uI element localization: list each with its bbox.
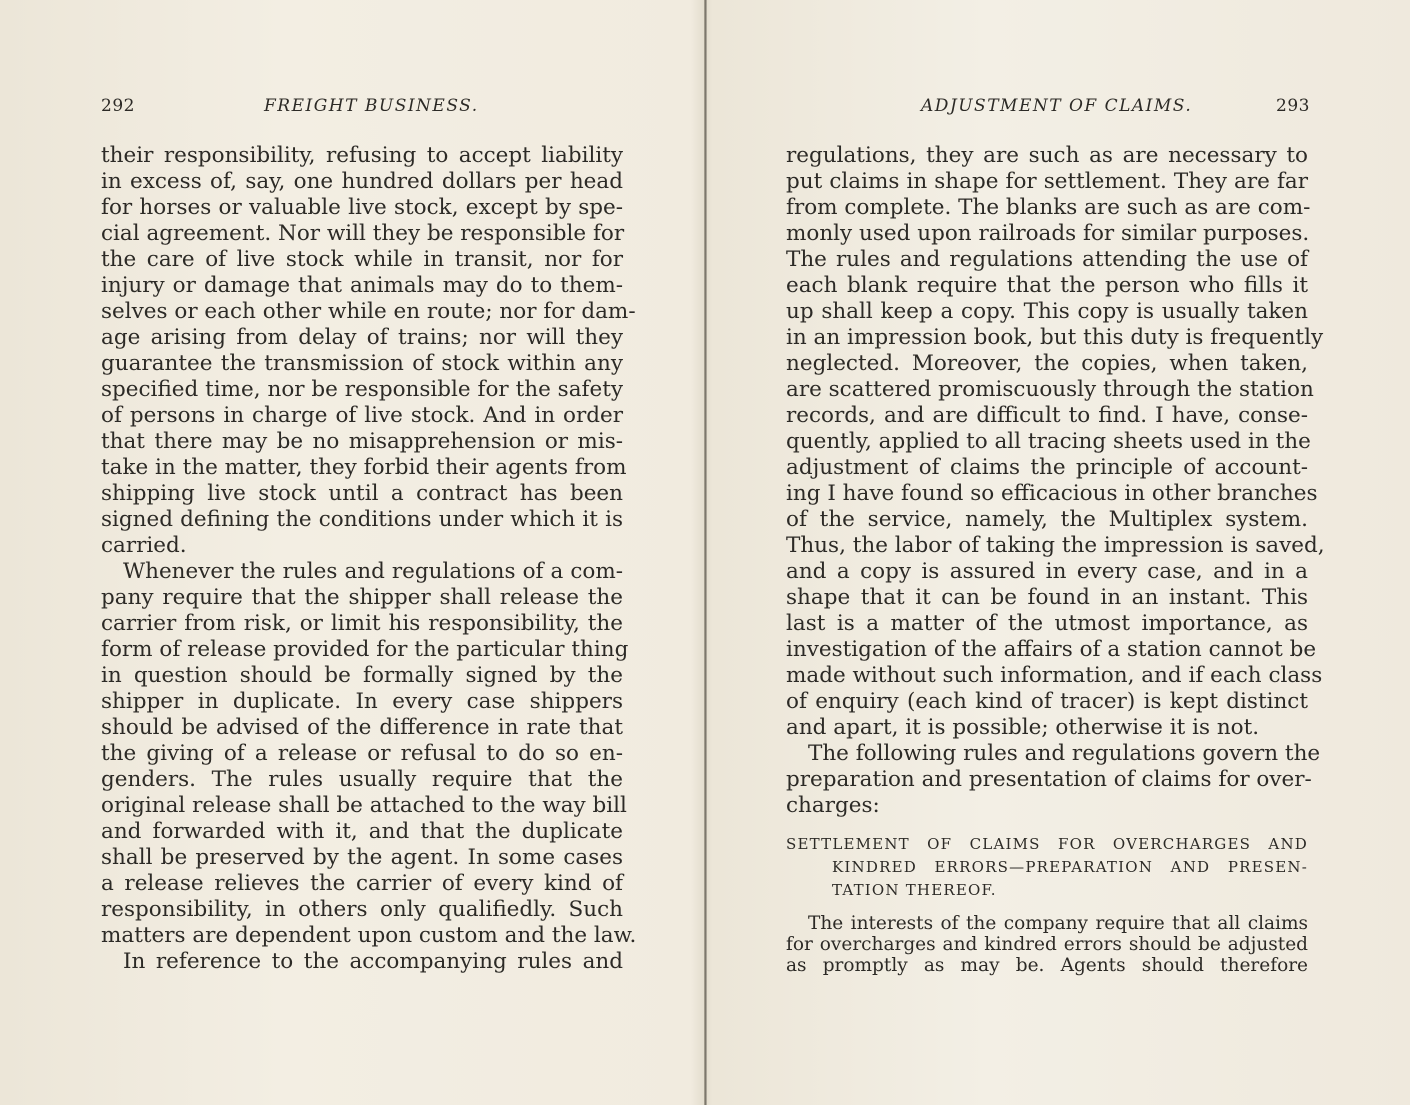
left-page bbox=[0, 0, 704, 1105]
text-line: in question should be formally signed by the bbox=[101, 663, 623, 688]
text-line: should be advised of the difference in rate that bbox=[101, 715, 623, 740]
text-line: The rules and regulations attending the use of bbox=[786, 247, 1308, 272]
text-line: each blank require that the person who fills it bbox=[786, 273, 1308, 298]
text-line: injury or damage that animals may do to them- bbox=[101, 273, 623, 298]
text-line: up shall keep a copy. This copy is usually taken bbox=[786, 299, 1308, 324]
text-line: regulations, they are such as are necessary to bbox=[786, 143, 1308, 168]
text-line: and a copy is assured in every case, and in a bbox=[786, 559, 1308, 584]
text-line: their responsibility, refusing to accept liability bbox=[101, 143, 623, 168]
text-line: original release shall be attached to the way bill bbox=[101, 793, 627, 818]
left-body-text bbox=[101, 143, 637, 975]
text-line: put claims in shape for settlement. They are far bbox=[786, 169, 1308, 194]
section-heading-line: KINDRED ERRORS—PREPARATION AND PRESEN- bbox=[832, 858, 1308, 876]
right-page-number: 293 bbox=[1276, 96, 1310, 116]
text-line: carried. bbox=[101, 533, 187, 558]
text-line: Thus, the labor of taking the impression is saved, bbox=[786, 533, 1325, 558]
text-line: shipper in duplicate. In every case shippers bbox=[101, 689, 623, 714]
text-line: cial agreement. Nor will they be responsible for bbox=[101, 221, 625, 246]
text-line: carrier from risk, or limit his responsibility, the bbox=[101, 611, 623, 636]
text-line: genders. The rules usually require that the bbox=[101, 767, 623, 792]
text-line: records, and are difficult to find. I have, conse- bbox=[786, 403, 1308, 428]
section-heading bbox=[786, 833, 1308, 902]
left-running-title: FREIGHT BUSINESS. bbox=[264, 96, 479, 116]
text-line: adjustment of claims the principle of account- bbox=[786, 455, 1308, 480]
text-line: specified time, nor be responsible for the safety bbox=[101, 377, 623, 402]
text-line: a release relieves the carrier of every kind of bbox=[101, 871, 623, 896]
text-line: in an impression book, but this duty is frequently bbox=[786, 325, 1324, 350]
text-line: charges: bbox=[786, 793, 880, 818]
text-line: shall be preserved by the agent. In some cases bbox=[101, 845, 623, 870]
section-heading-line: TATION THEREOF. bbox=[832, 881, 997, 899]
text-line: responsibility, in others only qualifiedly. Such bbox=[101, 897, 623, 922]
text-line: in excess of, say, one hundred dollars per head bbox=[101, 169, 623, 194]
text-line: the care of live stock while in transit, nor for bbox=[101, 247, 623, 272]
text-line: for horses or valuable live stock, except by spe- bbox=[101, 195, 623, 220]
text-line: selves or each other while en route; nor for dam- bbox=[101, 299, 636, 324]
text-line: guarantee the transmission of stock within any bbox=[101, 351, 623, 376]
right-running-title: ADJUSTMENT OF CLAIMS. bbox=[921, 96, 1193, 116]
text-line: are scattered promiscuously through the station bbox=[786, 377, 1314, 402]
text-line: quently, applied to all tracing sheets used in the bbox=[786, 429, 1311, 454]
text-line: of enquiry (each kind of tracer) is kept distinct bbox=[786, 689, 1308, 714]
small-text-line: for overcharges and kindred errors should be adjusted bbox=[786, 934, 1308, 955]
text-line: and apart, it is possible; otherwise it is not. bbox=[786, 715, 1260, 740]
text-line: take in the matter, they forbid their agents from bbox=[101, 455, 627, 480]
rules-small-text bbox=[786, 913, 1308, 976]
text-line: preparation and presentation of claims for over- bbox=[786, 767, 1312, 792]
text-line: signed defining the conditions under which it is bbox=[101, 507, 623, 532]
right-body-text bbox=[786, 143, 1325, 819]
text-line: the giving of a release or refusal to do so en- bbox=[101, 741, 623, 766]
text-line: pany require that the shipper shall release the bbox=[101, 585, 623, 610]
text-line: shipping live stock until a contract has been bbox=[101, 481, 623, 506]
text-line: age arising from delay of trains; nor will they bbox=[101, 325, 623, 350]
text-line: last is a matter of the utmost importance, as bbox=[786, 611, 1308, 636]
left-page-number: 292 bbox=[101, 96, 135, 116]
text-line: of persons in charge of live stock. And in order bbox=[101, 403, 623, 428]
text-line: of the service, namely, the Multiplex system. bbox=[786, 507, 1308, 532]
text-line: ing I have found so efficacious in other branches bbox=[786, 481, 1318, 506]
text-line: The following rules and regulations govern the bbox=[808, 741, 1321, 766]
text-line: made without such information, and if each class bbox=[786, 663, 1323, 688]
small-text-line: The interests of the company require that all claims bbox=[808, 913, 1308, 934]
text-line: neglected. Moreover, the copies, when taken, bbox=[786, 351, 1308, 376]
text-line: matters are dependent upon custom and the law. bbox=[101, 923, 637, 948]
text-line: form of release provided for the particular thing bbox=[101, 637, 629, 662]
section-heading-line: SETTLEMENT OF CLAIMS FOR OVERCHARGES AND bbox=[786, 835, 1308, 853]
text-line: monly used upon railroads for similar purposes. bbox=[786, 221, 1310, 246]
text-line: that there may be no misapprehension or mis- bbox=[101, 429, 623, 454]
text-line: shape that it can be found in an instant. This bbox=[786, 585, 1308, 610]
text-line: from complete. The blanks are such as are com- bbox=[786, 195, 1311, 220]
text-line: and forwarded with it, and that the duplicate bbox=[101, 819, 623, 844]
small-text-line: as promptly as may be. Agents should therefore bbox=[786, 955, 1308, 976]
text-line: investigation of the affairs of a station cannot be bbox=[786, 637, 1317, 662]
text-line: Whenever the rules and regulations of a com- bbox=[123, 559, 623, 584]
right-page bbox=[707, 0, 1410, 1105]
text-line: In reference to the accompanying rules and bbox=[123, 949, 623, 974]
